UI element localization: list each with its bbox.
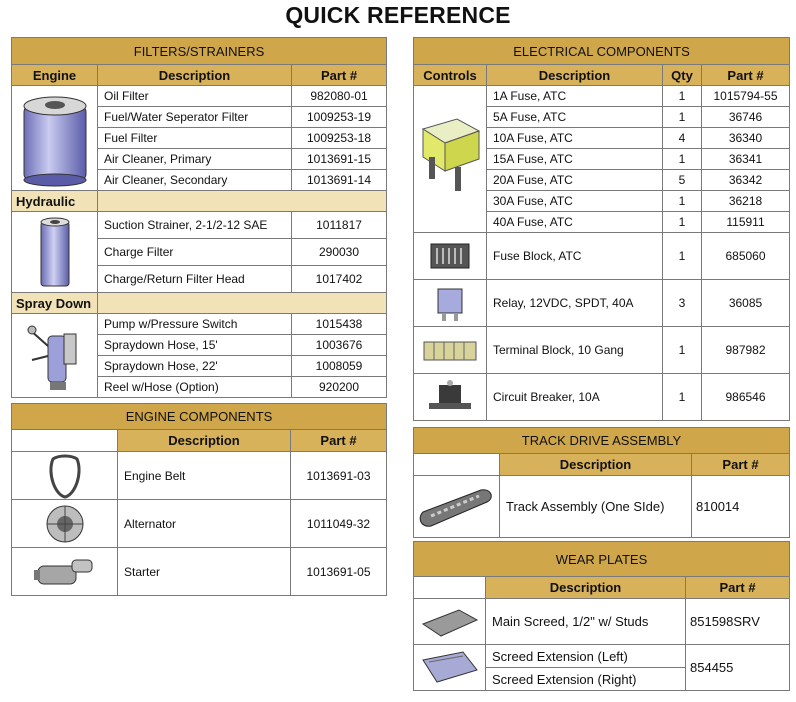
list-item: 10A Fuse, ATC bbox=[487, 128, 663, 149]
list-item: Charge/Return Filter Head bbox=[98, 266, 292, 293]
list-item: Track Assembly (One SIde) bbox=[500, 476, 692, 538]
screed-plate-icon bbox=[414, 599, 486, 645]
track-drive-heading: TRACK DRIVE ASSEMBLY bbox=[414, 428, 790, 454]
part-number: 1009253-18 bbox=[292, 128, 387, 149]
fuse-block-icon bbox=[414, 233, 487, 280]
fuse-icon bbox=[414, 86, 487, 233]
part-number: 1017402 bbox=[292, 266, 387, 293]
part-number: 982080-01 bbox=[292, 86, 387, 107]
part-number: 1003676 bbox=[292, 335, 387, 356]
part-number: 1013691-05 bbox=[291, 548, 387, 596]
list-item: Screed Extension (Right) bbox=[486, 668, 686, 691]
oil-filter-icon bbox=[12, 86, 98, 191]
screed-extension-icon bbox=[414, 645, 486, 691]
col-part: Part # bbox=[686, 577, 790, 599]
hydraulic-filter-icon bbox=[12, 212, 98, 293]
part-number: 1011049-32 bbox=[291, 500, 387, 548]
list-item: Oil Filter bbox=[98, 86, 292, 107]
belt-icon bbox=[12, 452, 118, 500]
qty: 1 bbox=[663, 107, 702, 128]
spray-pump-icon bbox=[12, 314, 98, 398]
part-number: 1009253-19 bbox=[292, 107, 387, 128]
relay-icon bbox=[414, 280, 487, 327]
col-description: Description bbox=[486, 577, 686, 599]
qty: 1 bbox=[663, 327, 702, 374]
engine-components-heading: ENGINE COMPONENTS bbox=[12, 404, 387, 430]
qty: 4 bbox=[663, 128, 702, 149]
list-item: Suction Strainer, 2-1/2-12 SAE bbox=[98, 212, 292, 239]
list-item: 15A Fuse, ATC bbox=[487, 149, 663, 170]
part-number: 987982 bbox=[702, 327, 790, 374]
col-part: Part # bbox=[692, 454, 790, 476]
spray-down-label: Spray Down bbox=[12, 293, 98, 314]
list-item: 30A Fuse, ATC bbox=[487, 191, 663, 212]
wear-plates-heading: WEAR PLATES bbox=[414, 542, 790, 577]
part-number: 810014 bbox=[692, 476, 790, 538]
list-item: Air Cleaner, Primary bbox=[98, 149, 292, 170]
list-item: 20A Fuse, ATC bbox=[487, 170, 663, 191]
list-item: Pump w/Pressure Switch bbox=[98, 314, 292, 335]
part-number: 1015794-55 bbox=[702, 86, 790, 107]
list-item: Spraydown Hose, 15' bbox=[98, 335, 292, 356]
wear-plates-table bbox=[413, 541, 790, 691]
list-item: 1A Fuse, ATC bbox=[487, 86, 663, 107]
list-item: 5A Fuse, ATC bbox=[487, 107, 663, 128]
list-item: Charge Filter bbox=[98, 239, 292, 266]
col-description: Description bbox=[118, 430, 291, 452]
qty: 5 bbox=[663, 170, 702, 191]
part-number: 1008059 bbox=[292, 356, 387, 377]
part-number: 1011817 bbox=[292, 212, 387, 239]
qty: 3 bbox=[663, 280, 702, 327]
qty: 1 bbox=[663, 149, 702, 170]
list-item: Fuse Block, ATC bbox=[487, 233, 663, 280]
list-item: Relay, 12VDC, SPDT, 40A bbox=[487, 280, 663, 327]
terminal-block-icon bbox=[414, 327, 487, 374]
col-description: Description bbox=[98, 65, 292, 86]
part-number: 290030 bbox=[292, 239, 387, 266]
part-number: 851598SRV bbox=[686, 599, 790, 645]
part-number: 920200 bbox=[292, 377, 387, 398]
list-item: Fuel/Water Seperator Filter bbox=[98, 107, 292, 128]
part-number: 854455 bbox=[686, 645, 790, 691]
starter-icon bbox=[12, 548, 118, 596]
electrical-heading: ELECTRICAL COMPONENTS bbox=[414, 38, 790, 65]
list-item: Spraydown Hose, 22' bbox=[98, 356, 292, 377]
list-item: Air Cleaner, Secondary bbox=[98, 170, 292, 191]
part-number: 36218 bbox=[702, 191, 790, 212]
subheader-fill bbox=[98, 191, 387, 212]
part-number: 1013691-14 bbox=[292, 170, 387, 191]
subheader-fill bbox=[98, 293, 387, 314]
col-description: Description bbox=[487, 65, 663, 86]
part-number: 36085 bbox=[702, 280, 790, 327]
electrical-table bbox=[413, 37, 790, 421]
part-number: 115911 bbox=[702, 212, 790, 233]
engine-components-table bbox=[11, 403, 387, 596]
circuit-breaker-icon bbox=[414, 374, 487, 421]
track-icon bbox=[414, 476, 500, 538]
col-part: Part # bbox=[702, 65, 790, 86]
qty: 1 bbox=[663, 86, 702, 107]
part-number: 685060 bbox=[702, 233, 790, 280]
col-qty: Qty bbox=[663, 65, 702, 86]
list-item: Alternator bbox=[118, 500, 291, 548]
hydraulic-label: Hydraulic bbox=[12, 191, 98, 212]
list-item: Fuel Filter bbox=[98, 128, 292, 149]
col-part: Part # bbox=[292, 65, 387, 86]
list-item: Reel w/Hose (Option) bbox=[98, 377, 292, 398]
list-item: Terminal Block, 10 Gang bbox=[487, 327, 663, 374]
part-number: 36341 bbox=[702, 149, 790, 170]
blank-header bbox=[12, 430, 118, 452]
col-description: Description bbox=[500, 454, 692, 476]
qty: 1 bbox=[663, 233, 702, 280]
filters-heading: FILTERS/STRAINERS bbox=[12, 38, 387, 65]
blank-header bbox=[414, 577, 486, 599]
part-number: 36340 bbox=[702, 128, 790, 149]
part-number: 1013691-03 bbox=[291, 452, 387, 500]
qty: 1 bbox=[663, 212, 702, 233]
page-title: QUICK REFERENCE bbox=[285, 2, 511, 28]
col-engine: Engine bbox=[12, 65, 98, 86]
list-item: Circuit Breaker, 10A bbox=[487, 374, 663, 421]
qty: 1 bbox=[663, 191, 702, 212]
part-number: 1013691-15 bbox=[292, 149, 387, 170]
blank-header bbox=[414, 454, 500, 476]
part-number: 1015438 bbox=[292, 314, 387, 335]
list-item: Starter bbox=[118, 548, 291, 596]
list-item: Screed Extension (Left) bbox=[486, 645, 686, 668]
col-part: Part # bbox=[291, 430, 387, 452]
col-controls: Controls bbox=[414, 65, 487, 86]
list-item: 40A Fuse, ATC bbox=[487, 212, 663, 233]
list-item: Main Screed, 1/2" w/ Studs bbox=[486, 599, 686, 645]
part-number: 986546 bbox=[702, 374, 790, 421]
list-item: Engine Belt bbox=[118, 452, 291, 500]
alternator-icon bbox=[12, 500, 118, 548]
part-number: 36342 bbox=[702, 170, 790, 191]
part-number: 36746 bbox=[702, 107, 790, 128]
filters-table bbox=[11, 37, 387, 398]
track-drive-table bbox=[413, 427, 790, 538]
qty: 1 bbox=[663, 374, 702, 421]
